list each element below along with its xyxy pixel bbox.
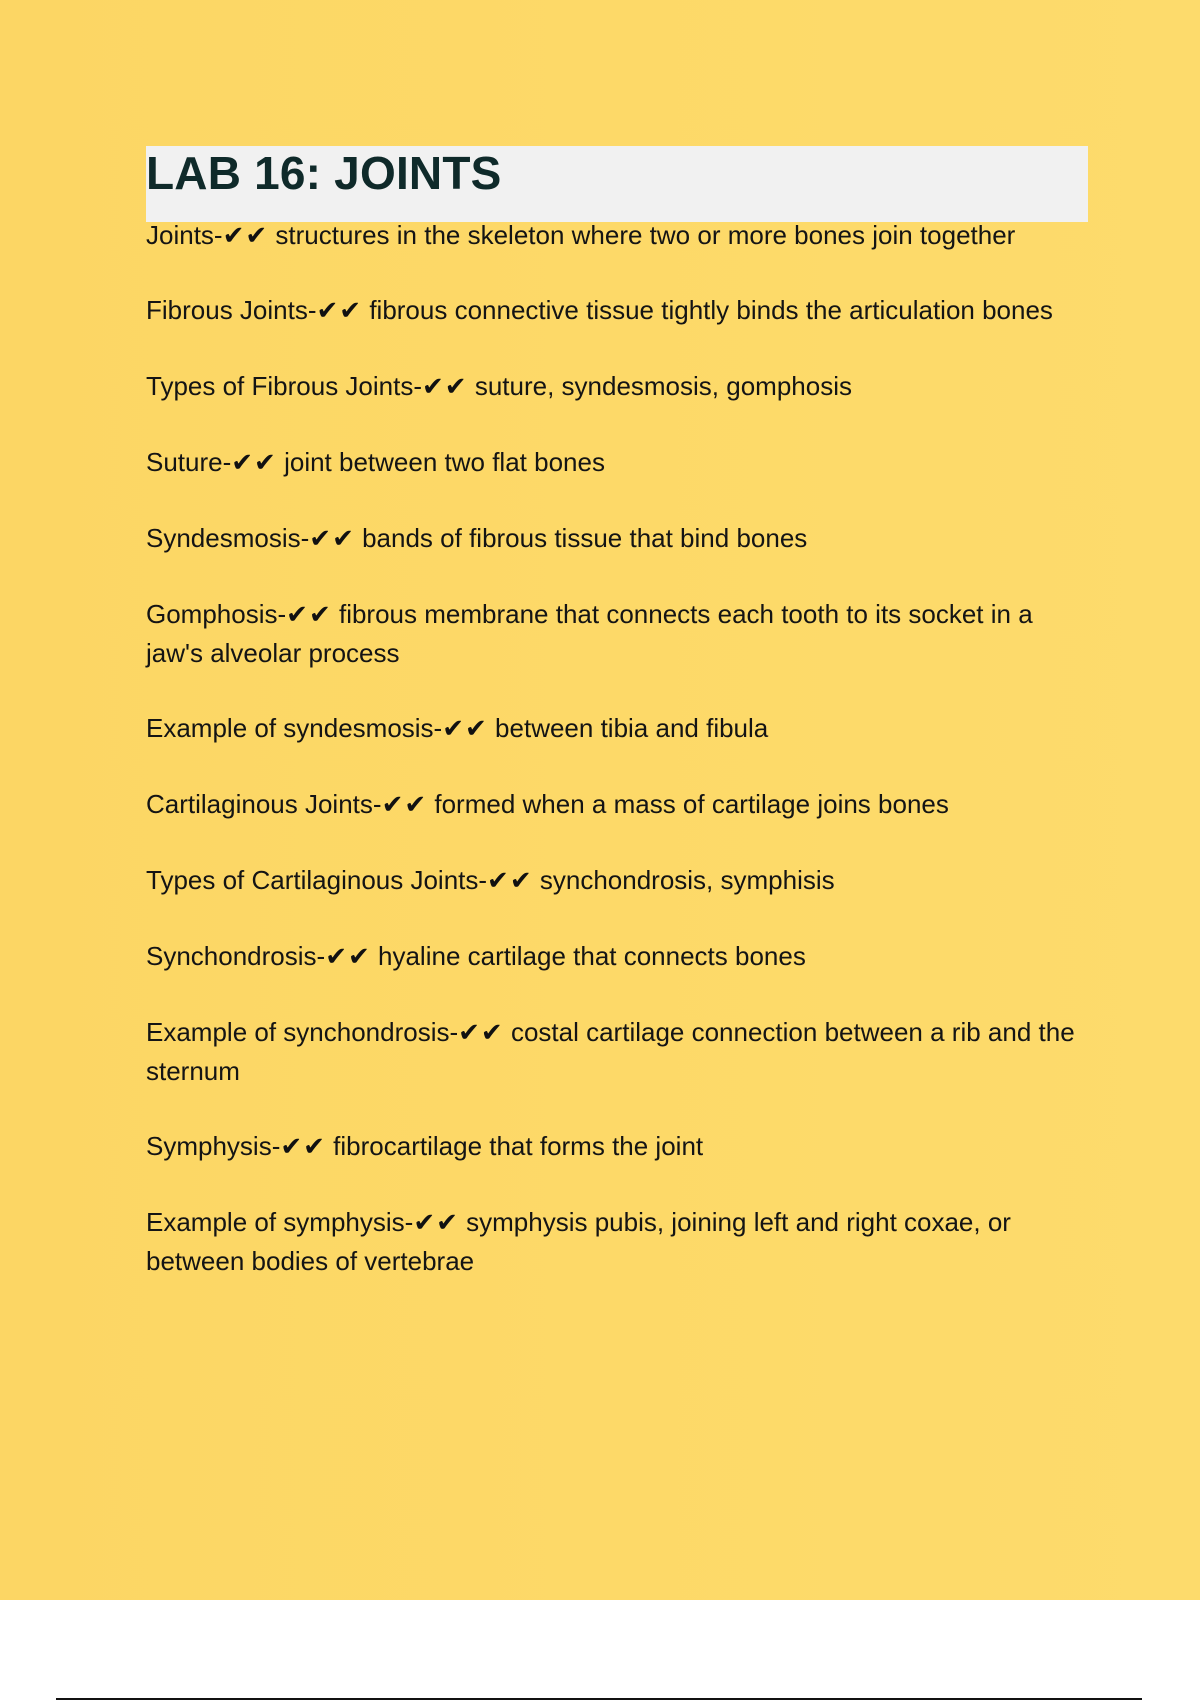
- entry-term: Suture-: [146, 447, 232, 477]
- flashcard-entry: [146, 291, 1086, 330]
- entry-term: Example of syndesmosis-: [146, 713, 443, 743]
- entry-definition: synchondrosis, symphisis: [539, 865, 835, 895]
- entry-term: Types of Fibrous Joints-: [146, 371, 422, 401]
- entry-term: Synchondrosis-: [146, 941, 326, 971]
- flashcard-list: [146, 216, 1086, 1317]
- flashcard-entry: [146, 785, 1086, 824]
- entry-term: Syndesmosis-: [146, 523, 310, 553]
- entry-definition: bands of fibrous tissue that bind bones: [362, 523, 808, 553]
- flashcard-entry: [146, 595, 1086, 672]
- flashcard-entry: [146, 1127, 1086, 1166]
- check-mark-icon: ✔✔: [413, 1208, 459, 1238]
- entry-definition: formed when a mass of cartilage joins bones: [434, 789, 949, 819]
- entry-term: Example of synchondrosis-: [146, 1017, 459, 1047]
- check-mark-icon: ✔✔: [381, 790, 428, 820]
- page-title: LAB 16: JOINTS: [146, 147, 502, 199]
- entry-definition: hyaline cartilage that connects bones: [378, 941, 806, 971]
- check-mark-icon: ✔✔: [487, 866, 533, 896]
- check-mark-icon: ✔✔: [442, 714, 488, 744]
- entry-definition: fibrocartilage that forms the joint: [333, 1131, 704, 1161]
- entry-term: Symphysis-: [146, 1131, 281, 1161]
- flashcard-entry: [146, 367, 1086, 406]
- check-mark-icon: ✔✔: [458, 1018, 504, 1048]
- flashcard-entry: [146, 1203, 1086, 1280]
- entry-definition: suture, syndesmosis, gomphosis: [474, 371, 852, 401]
- check-mark-icon: ✔✔: [280, 1132, 326, 1162]
- check-mark-icon: ✔✔: [309, 524, 355, 554]
- check-mark-icon: ✔✔: [222, 221, 269, 251]
- flashcard-entry: [146, 519, 1086, 558]
- flashcard-entry: [146, 861, 1086, 900]
- entry-definition: between tibia and fibula: [495, 713, 769, 743]
- flashcard-entry: [146, 937, 1086, 976]
- check-mark-icon: ✔✔: [316, 296, 363, 326]
- flashcard-entry: [146, 1013, 1086, 1090]
- check-mark-icon: ✔✔: [422, 372, 468, 402]
- check-mark-icon: ✔✔: [231, 448, 277, 478]
- check-mark-icon: ✔✔: [325, 942, 371, 972]
- entry-definition: fibrous connective tissue tightly binds the articulation bones: [369, 295, 1053, 325]
- entry-definition: structures in the skeleton where two or more bones join together: [275, 220, 1016, 250]
- entry-definition: symphysis pubis, joining left and right coxae, or between bodies of vertebrae: [146, 1207, 1011, 1276]
- entry-term: Example of symphysis-: [146, 1207, 414, 1237]
- entry-term: Cartilaginous Joints-: [146, 789, 382, 819]
- entry-term: Joints-: [146, 220, 223, 250]
- entry-term: Gomphosis-: [146, 599, 287, 629]
- entry-term: Types of Cartilaginous Joints-: [146, 865, 488, 895]
- entry-definition: costal cartilage connection between a rib and the sternum: [146, 1017, 1075, 1086]
- flashcard-entry: [146, 709, 1086, 748]
- entry-definition: fibrous membrane that connects each tooth to its socket in a jaw's alveolar process: [146, 599, 1033, 668]
- flashcard-entry: [146, 443, 1086, 482]
- entry-term: Fibrous Joints-: [146, 295, 317, 325]
- flashcard-entry: [146, 216, 1086, 255]
- check-mark-icon: ✔✔: [286, 600, 332, 630]
- entry-definition: joint between two flat bones: [284, 447, 605, 477]
